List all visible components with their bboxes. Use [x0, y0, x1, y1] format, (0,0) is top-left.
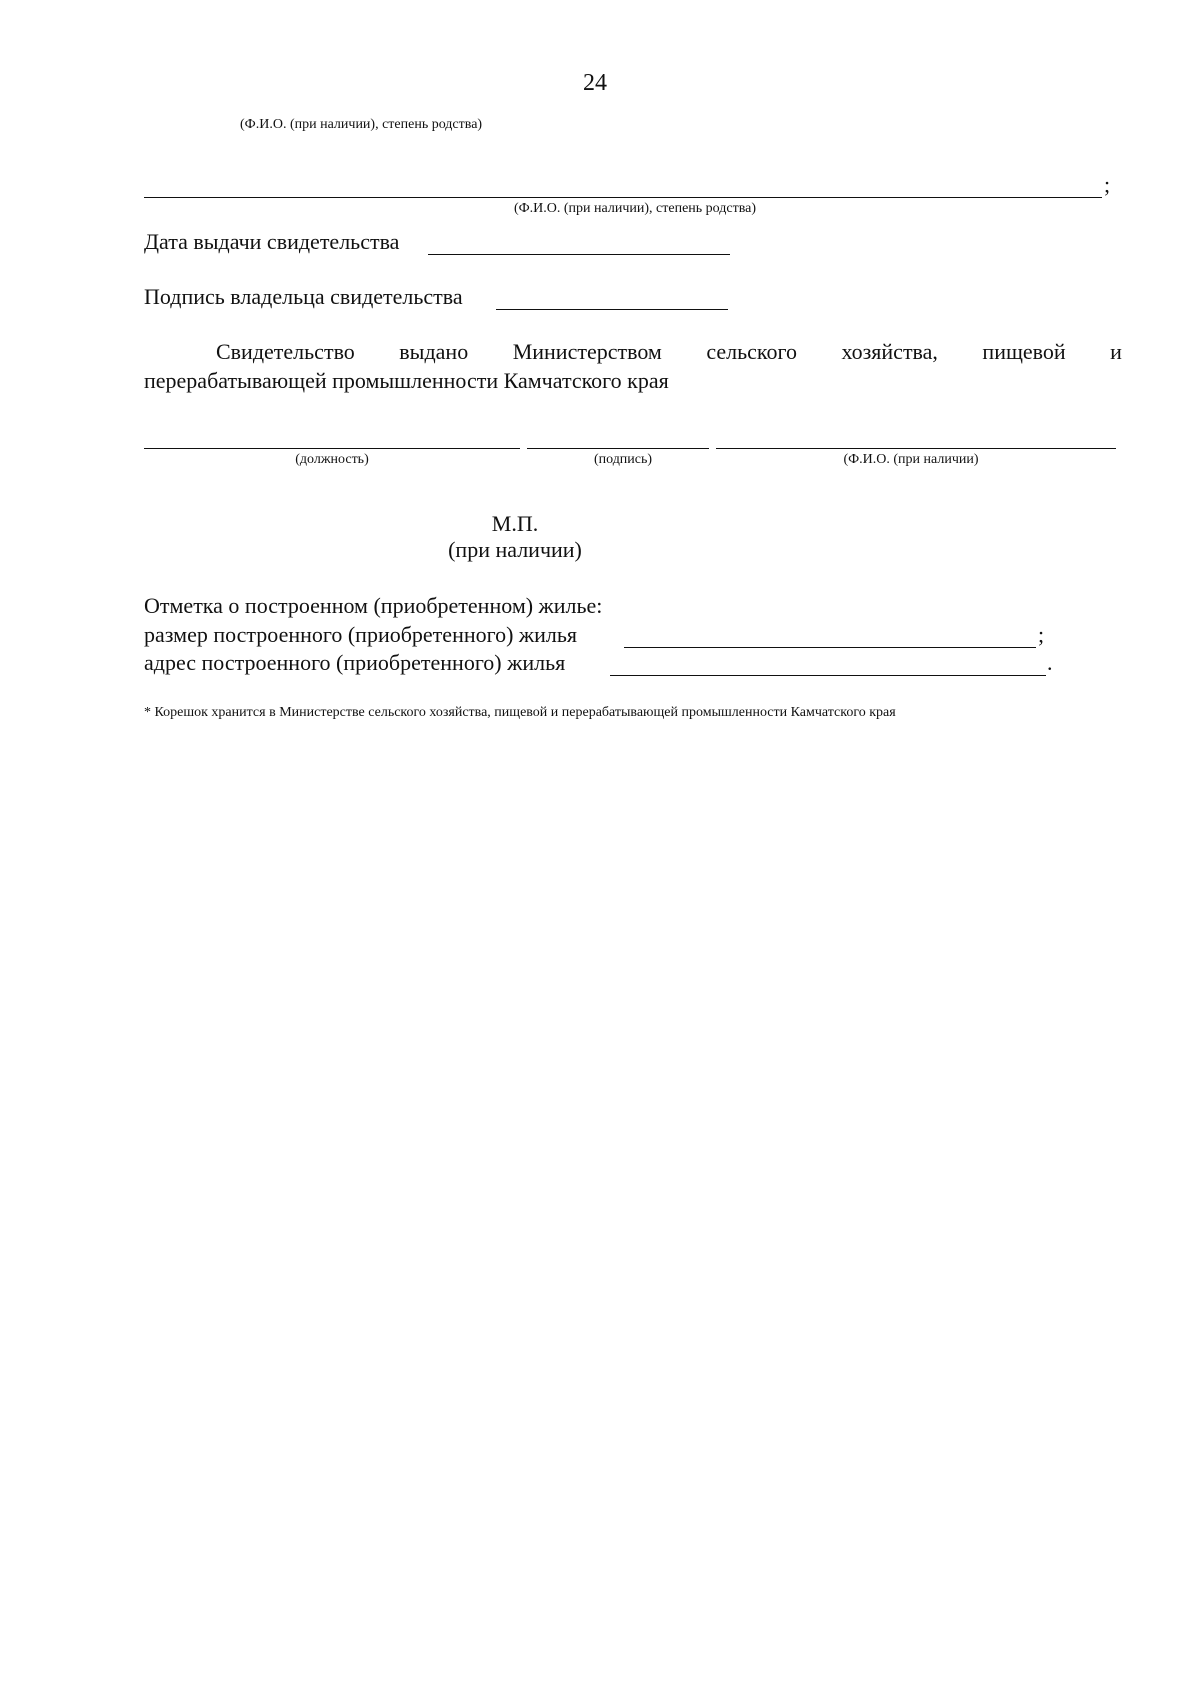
owner-signature-line: [496, 309, 728, 310]
issued-word: Свидетельство: [216, 339, 355, 364]
issued-by-line2: перерабатывающей промышленности Камчатского края: [144, 368, 669, 393]
issued-word: хозяйства,: [841, 339, 938, 364]
issued-word: пищевой: [982, 339, 1066, 364]
issued-by-line1: [216, 339, 1122, 365]
position-line: [144, 448, 520, 449]
housing-title: Отметка о построенном (приобретенном) жилье:: [144, 593, 603, 618]
housing-size-label: размер построенного (приобретенного) жилья: [144, 622, 578, 647]
issued-word: сельского: [706, 339, 797, 364]
owner-signature-label: Подпись владельца свидетельства: [144, 284, 463, 309]
fio-semicolon: ;: [1104, 172, 1111, 197]
official-fio-line: [716, 448, 1116, 449]
housing-address-label: адрес построенного (приобретенного) жилья: [144, 650, 566, 675]
footnote: * Корешок хранится в Министерстве сельского хозяйства, пищевой и перерабатывающей промышленности Камчатского края: [144, 705, 896, 720]
signature-caption: (подпись): [593, 452, 653, 467]
stamp-mp: М.П.: [491, 511, 539, 536]
housing-size-line: [624, 647, 1036, 648]
position-caption: (должность): [295, 452, 369, 467]
issued-word: выдано: [399, 339, 469, 364]
issued-word: Министерством: [512, 339, 662, 364]
official-fio-caption: (Ф.И.О. (при наличии): [843, 452, 979, 467]
fio-caption-2: (Ф.И.О. (при наличии), степень родства): [513, 201, 757, 216]
housing-address-end: .: [1047, 650, 1053, 675]
housing-address-line: [610, 675, 1046, 676]
issue-date-label: Дата выдачи свидетельства: [144, 229, 400, 254]
fio-caption-1: (Ф.И.О. (при наличии), степень родства): [240, 117, 483, 132]
stamp-if-any: (при наличии): [448, 537, 582, 562]
fio-fill-line: [144, 197, 1102, 198]
issue-date-line: [428, 254, 730, 255]
page-number: 24: [583, 70, 607, 96]
signature-line: [527, 448, 709, 449]
housing-size-end: ;: [1038, 622, 1045, 647]
issued-word: и: [1110, 339, 1122, 364]
